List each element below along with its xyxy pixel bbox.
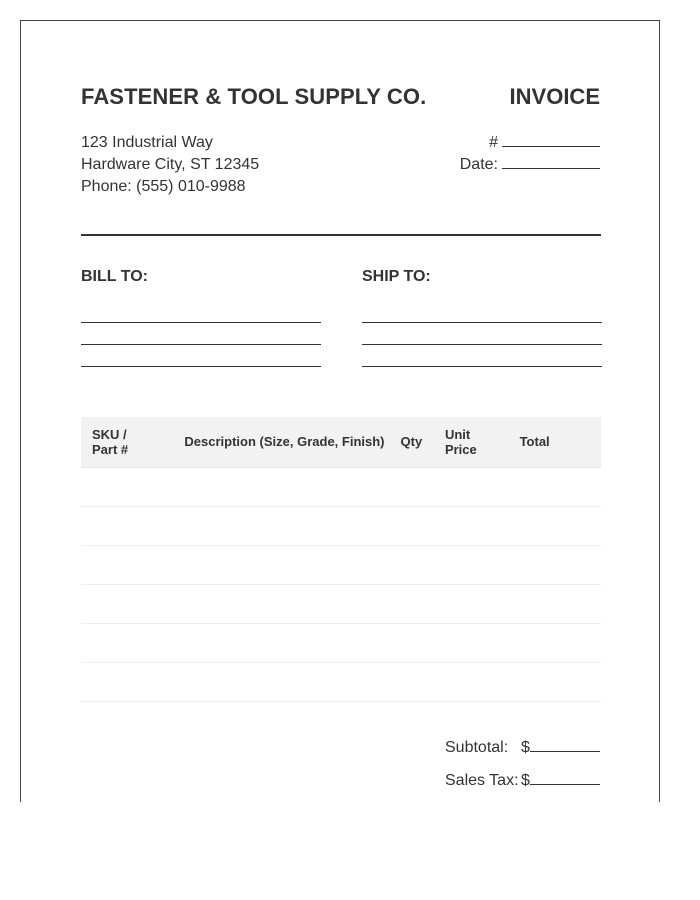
bill-to-fields bbox=[81, 322, 321, 388]
sales-tax-row bbox=[445, 770, 600, 803]
subtotal-field[interactable] bbox=[530, 737, 600, 752]
invoice-date-row bbox=[460, 154, 600, 176]
ship-to-line[interactable] bbox=[362, 344, 602, 345]
table-cell[interactable] bbox=[504, 467, 601, 506]
subtotal-row bbox=[445, 737, 600, 770]
invoice-date-field[interactable] bbox=[502, 154, 600, 169]
column-header-qty bbox=[392, 417, 431, 467]
invoice-sheet bbox=[20, 20, 660, 802]
table-cell[interactable] bbox=[392, 584, 431, 623]
column-header-text: Qty bbox=[400, 434, 423, 450]
table-cell[interactable] bbox=[177, 584, 392, 623]
table-cell[interactable] bbox=[504, 506, 601, 545]
table-row bbox=[81, 662, 601, 701]
table-cell[interactable] bbox=[177, 623, 392, 662]
table-cell[interactable] bbox=[431, 623, 504, 662]
table-row bbox=[81, 584, 601, 623]
document-title: INVOICE bbox=[509, 84, 600, 109]
ship-to-fields bbox=[362, 322, 602, 388]
table-cell[interactable] bbox=[431, 545, 504, 584]
bill-to-line[interactable] bbox=[81, 322, 321, 323]
column-header-sku bbox=[81, 417, 177, 467]
table-cell[interactable] bbox=[504, 545, 601, 584]
totals-block bbox=[445, 737, 600, 803]
table-cell[interactable] bbox=[431, 467, 504, 506]
subtotal-currency: $ bbox=[521, 739, 530, 756]
company-name: FASTENER & TOOL SUPPLY CO. bbox=[81, 84, 427, 109]
table-cell[interactable] bbox=[504, 623, 601, 662]
column-header-text: Unit bbox=[444, 426, 471, 442]
column-header-text: Part # bbox=[92, 441, 129, 457]
address-phone: Phone: (555) 010-9988 bbox=[81, 178, 246, 195]
column-header-text: SKU / bbox=[92, 426, 127, 442]
table-cell[interactable] bbox=[504, 584, 601, 623]
address-street: 123 Industrial Way bbox=[81, 134, 213, 151]
table-cell[interactable] bbox=[392, 662, 431, 701]
table-cell[interactable] bbox=[81, 662, 177, 701]
invoice-date-label: Date: bbox=[459, 156, 498, 173]
column-header-text: Description (Size, Grade, Finish) bbox=[184, 434, 385, 450]
table-cell[interactable] bbox=[392, 545, 431, 584]
table-cell[interactable] bbox=[177, 467, 392, 506]
company-address bbox=[81, 132, 259, 198]
column-header-text: Price bbox=[444, 441, 477, 457]
sales-tax-field[interactable] bbox=[530, 770, 600, 785]
table-cell[interactable] bbox=[81, 467, 177, 506]
table-cell[interactable] bbox=[177, 545, 392, 584]
address-city: Hardware City, ST 12345 bbox=[81, 156, 260, 173]
table-header-row bbox=[81, 417, 601, 467]
bill-to-line[interactable] bbox=[81, 344, 321, 345]
table-cell[interactable] bbox=[392, 506, 431, 545]
sales-tax-label: Sales Tax: bbox=[445, 772, 519, 789]
table-cell[interactable] bbox=[392, 467, 431, 506]
table-cell[interactable] bbox=[431, 584, 504, 623]
table-cell[interactable] bbox=[81, 506, 177, 545]
column-header-unit-price bbox=[431, 417, 504, 467]
table-cell[interactable] bbox=[431, 662, 504, 701]
table-row bbox=[81, 623, 601, 662]
table-cell[interactable] bbox=[81, 545, 177, 584]
bill-to-line[interactable] bbox=[81, 366, 321, 367]
column-header-description bbox=[177, 417, 392, 467]
invoice-number-field[interactable] bbox=[502, 132, 600, 147]
invoice-meta bbox=[460, 132, 600, 176]
line-items-table bbox=[81, 417, 601, 702]
column-header-total bbox=[504, 417, 601, 467]
table-row bbox=[81, 506, 601, 545]
table-row bbox=[81, 545, 601, 584]
table-cell[interactable] bbox=[431, 506, 504, 545]
ship-to-line[interactable] bbox=[362, 366, 602, 367]
sales-tax-currency: $ bbox=[521, 772, 530, 789]
header-divider bbox=[81, 234, 601, 236]
subtotal-label: Subtotal: bbox=[445, 739, 509, 756]
invoice-number-label: # bbox=[489, 134, 498, 151]
ship-to-line[interactable] bbox=[362, 322, 602, 323]
ship-to-label: SHIP TO: bbox=[362, 268, 431, 285]
line-items-body bbox=[81, 467, 601, 701]
table-cell[interactable] bbox=[177, 662, 392, 701]
table-cell[interactable] bbox=[81, 623, 177, 662]
invoice-number-row bbox=[460, 132, 600, 154]
table-row bbox=[81, 467, 601, 506]
table-cell[interactable] bbox=[504, 662, 601, 701]
table-cell[interactable] bbox=[177, 506, 392, 545]
table-cell[interactable] bbox=[392, 623, 431, 662]
bill-to-label: BILL TO: bbox=[81, 268, 148, 285]
column-header-text: Total bbox=[519, 434, 550, 450]
table-cell[interactable] bbox=[81, 584, 177, 623]
